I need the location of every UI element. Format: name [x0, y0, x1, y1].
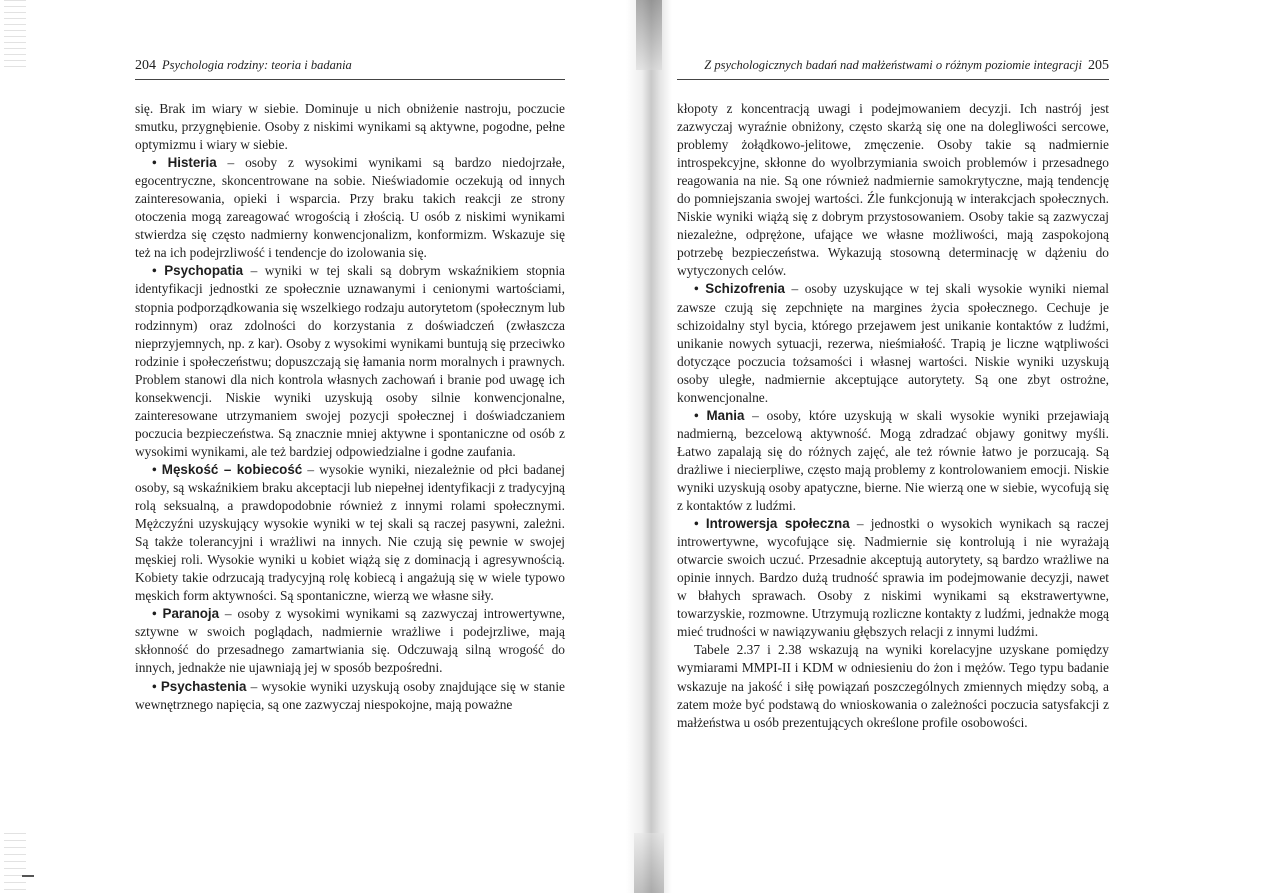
term-heading: Schizofrenia: [705, 281, 785, 297]
paragraph-tables-note: [677, 641, 1109, 731]
bullet-icon: •: [152, 678, 157, 694]
bullet-icon: •: [152, 606, 157, 622]
paragraph-text: – jednostki o wysokich wynikach są raczej introwertywne, wycofujące się. Nadmiernie się kontrolują i nie wyrażają otwarcie swoich uczuć. Przesadnie akceptują autorytety, są bardzo wrażliwe na opinie innych. Bardzo dużą trudność sprawia im podejmowanie decyzji, nawet w błahych sprawach. Osoby z niskimi wynikami są ekstrawertywne, towarzyskie, rozmowne. Utrzymują rozliczne kontakty z ludźmi, jednakże mogą mieć trudności w nawiązywaniu głębszych relacji z innymi ludźmi.: [677, 516, 1109, 640]
scan-mark: [22, 875, 34, 877]
paragraph-text: – osoby z wysokimi wynikami są bardzo niedojrzałe, egocentryczne, skoncentrowane na sobie. Nieświadomie oczekują od innych zainteresowania, opieki i wsparcia. Przy braku takich reakcji ze strony otoczenia mogą zareagować wrogością i złością. U osób z niskimi wynikami stwierdza się często nadmierny konwencjonalizm, konformizm. Wskazuje się też na ich podejrzliwość i tendencje do izolowania się.: [135, 155, 565, 261]
term-heading: Mania: [706, 407, 745, 423]
paragraph-text: Tabele 2.37 i 2.38 wskazują na wyniki korelacyjne uzyskane pomiędzy wymiarami MMPI-II i KDM w odniesieniu do żon i mężów. Tego typu badanie wskazuje na jakość i siłę powiązań poszczególnych zmiennych między sobą, a zatem może być podstawą do wnioskowania o zależności poczucia satysfakcji z małżeństwa u osób prezentujących określone profile osobowości.: [677, 642, 1109, 730]
paragraph-text: się. Brak im wiary w siebie. Dominuje u nich obniżenie nastroju, poczucie smutku, przygnębienie. Osoby z niskimi wynikami są aktywne, pogodne, pełne optymizmu i wiary w siebie.: [135, 101, 565, 153]
left-page-number: 204: [135, 58, 156, 73]
paragraph-histeria: [135, 154, 565, 262]
paragraph: [135, 100, 565, 154]
right-page: [677, 58, 1109, 732]
term-heading: Męskość – kobiecość: [161, 461, 303, 477]
paragraph: [677, 100, 1109, 280]
paragraph-text: – osoby uzyskujące w tej skali wysokie wyniki niemal zawsze czują się zepchnięte na margines życia społecznego. Cechuje je schizoidalny styl bycia, którego przejawem jest unikanie kontaktów z ludźmi, unikanie nowych sytuacji, rezerwa, nieśmiałość. Trapią je liczne wątpliwości dotyczące poczucia tożsamości i własnej wartości. Niskie wyniki uzyskują osoby uległe, nadmiernie akceptujące autorytety. Są one zbyt ostrożne, konwencjonalne.: [677, 281, 1109, 405]
right-running-head: [677, 58, 1109, 80]
term-heading: Paranoja: [162, 606, 220, 622]
bullet-icon: •: [152, 461, 157, 477]
term-heading: Introwersja społeczna: [705, 516, 850, 532]
paragraph-meskosc-kobiecosc: [135, 461, 565, 605]
paragraph-psychastenia: [135, 678, 565, 714]
bullet-icon: •: [694, 407, 699, 423]
paragraph-text: – osoby z wysokimi wynikami są zazwyczaj introwertywne, sztywne w swoich poglądach, nadmiernie wrażliwe i podejrzliwe, mają skłonność do przesadnego zamartwiania się. Odczuwają silną wrogość do innych, jednakże nie ujawniają jej w sposób bezpośredni.: [135, 606, 565, 676]
bullet-icon: •: [152, 155, 157, 171]
term-heading: Psychastenia: [160, 678, 247, 694]
scan-edge-top: [4, 0, 26, 70]
scan-edge-bottom: [4, 833, 26, 893]
left-page-body: [135, 100, 565, 714]
paragraph-text: – wysokie wyniki, niezależnie od płci badanej osoby, są wskaźnikiem braku akceptacji lub niepełnej identyfikacji z tradycyjną rolą seksualną, a prawdopodobnie również z innymi rolami społecznymi. Mężczyźni uzyskujący wysokie wyniki w tej skali są raczej pasywni, zależni. Są także tolerancyjni i wrażliwi na innych. Nie czują się pewnie w swojej męskiej roli. Wysokie wyniki u kobiet wiążą się z dominacją i agresywnością. Kobiety takie odrzucają tradycyjną rolę kobiecą i angażują się w wiele typowo męskich form aktywności. Są spontaniczne, wierzą we własne siły.: [135, 461, 565, 604]
paragraph-introwersja-spoleczna: [677, 515, 1109, 641]
right-running-title: Z psychologicznych badań nad małżeństwami o różnym poziomie integracji: [704, 58, 1082, 72]
left-running-head: [135, 58, 565, 80]
paragraph-text: – wysokie wyniki uzyskują osoby znajdujące się w stanie wewnętrznego napięcia, są one zazwyczaj niespokojne, mają poważne: [135, 678, 565, 712]
bullet-icon: •: [694, 281, 699, 297]
gutter-shadow-bottom: [634, 833, 664, 893]
term-heading: Psychopatia: [164, 263, 244, 279]
right-page-body: [677, 100, 1109, 732]
paragraph-psychopatia: [135, 262, 565, 461]
gutter-shadow-top: [636, 0, 662, 70]
book-gutter: [626, 0, 672, 893]
paragraph-text: kłopoty z koncentracją uwagi i podejmowaniem decyzji. Ich nastrój jest zazwyczaj wyraźnie obniżony, często skarżą się one na dolegliwości sercowe, problemy żołądkowo-jelitowe, zmęczenie. Osoby takie są nadmiernie introspekcyjne, skłonne do wyolbrzymiania swoich problemów i przesadnego reagowania na nie. Są one również nadmiernie samokrytyczne, mają tendencję do pomniejszania swojej wartości. Źle funkcjonują w interakcjach społecznych. Niskie wyniki wiążą się z dobrym przystosowaniem. Osoby takie są zazwyczaj niezależne, odprężone, ufające we własne możliwości, mają zaspokojoną potrzebę bezpieczeństwa. Wykazują stosowną determinację w dążeniu do wytyczonych celów.: [677, 101, 1109, 279]
bullet-icon: •: [694, 516, 699, 532]
paragraph-text: – osoby, które uzyskują w skali wysokie wyniki przejawiają nadmierną, bezcelową aktywność. Mogą zdradzać objawy gonitwy myśli. Łatwo zapalają się do różnych zajęć, ale też równie łatwo je porzucają. Są drażliwe i niecierpliwe, często mają problemy z kontrolowaniem emocji. Niskie wyniki uzyskują osoby apatyczne, bierne. Nie wierzą one w siebie, wycofują się z kontaktów z ludźmi.: [677, 407, 1109, 514]
left-running-title: Psychologia rodziny: teoria i badania: [162, 58, 352, 72]
paragraph-paranoja: [135, 605, 565, 677]
term-heading: Histeria: [167, 155, 217, 171]
left-page: [135, 58, 565, 714]
paragraph-mania: [677, 407, 1109, 515]
bullet-icon: •: [152, 263, 157, 279]
paragraph-schizofrenia: [677, 280, 1109, 406]
paragraph-text: – wyniki w tej skali są dobrym wskaźnikiem stopnia identyfikacji jednostki ze społecznie uznawanymi i cenionymi wartościami, stopnia podporządkowania się wszelkiego rodzaju autorytetom (społecznym lub rodzinnym) oraz zdolności do korzystania z doświadczeń (zwłaszcza nieprzyjemnych, np. z kar). Osoby z wysokimi wynikami buntują się przeciwko rodzinie i społeczeństwu; dopuszczają się łamania norm moralnych i prawnych. Problem stanowi dla nich kontrola własnych zachowań i branie pod uwagę ich konsekwencji. Niskie wyniki uzyskują osoby silnie konwencjonalne, zainteresowane utrzymaniem swojej pozycji społecznej i doświadczaniem poczucia bezpieczeństwa. Są znacznie mniej aktywne i spontaniczne od osób z wysokimi wynikami, ale też bardziej odpowiedzialne i godne zaufania.: [135, 263, 565, 459]
right-page-number: 205: [1088, 58, 1109, 73]
